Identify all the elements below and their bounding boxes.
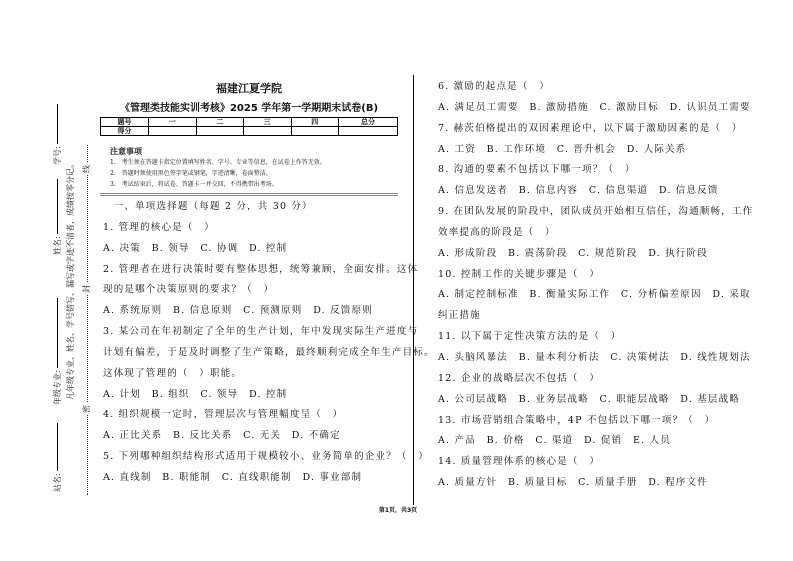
header-divider [100,193,398,196]
binding-notice: 凡年级专业、姓名、学号错写、漏写或字迹不清者，成绩按零分记。 [66,160,75,400]
question-line: A. 公司层战略 B. 业务层战略 C. 职能层战略 D. 基层战略 [438,393,741,405]
score-cell [149,127,197,136]
question-line: 5. 下列哪种组织结构形式适用于规模较小、业务简单的企业？（ ） [103,451,429,463]
exam-notes [110,146,326,190]
exam-title: 《管理类技能实训考核》2025 学年第一学期期末试卷(B) [119,103,379,114]
field-underline [57,298,58,368]
question-line: A. 满足员工需要 B. 激励措施 C. 激励目标 D. 认识员工需要 [438,101,751,113]
question-line: 效率提高的阶段是（ ） [438,226,556,238]
score-cell [339,127,398,136]
question-line: 8. 沟通的要素不包括以下哪一项？（ ） [438,164,636,176]
score-cell: 题号 [101,118,149,127]
question-line: A. 信息发送者 B. 信息内容 C. 信息渠道 D. 信息反馈 [438,185,719,197]
field-grade-major [52,298,63,405]
note-item: 3. 考试结束后，将试卷、答题卡一并交回，不得携带出考场。 [110,181,278,188]
question-line: 10. 控制工作的关键步骤是（ ） [438,268,601,280]
question-line: A. 正比关系 B. 反比关系 C. 无关 D. 不确定 [103,430,341,442]
question-line: 1. 管理的核心是（ ） [103,221,215,233]
note-item: 1. 考生须在答题卡指定位置填写姓名、学号、专业等信息，在试卷上作答无效。 [110,159,326,166]
score-cell [244,127,292,136]
question-line: A. 制定控制标准 B. 衡量实际工作 C. 分析偏差原因 D. 采取 [438,289,751,301]
field-label: 学号: [53,146,62,165]
question-line: A. 决策 B. 领导 C. 协调 D. 控制 [103,242,288,254]
field-underline [57,423,58,471]
question-line: 9. 在团队发展的阶段中，团队成员开始相互信任，沟通顺畅，工作 [438,206,754,218]
notes-heading: 注意事项 [110,147,142,156]
question-line: 纠正措施 [438,310,481,322]
question-line: 2. 管理者在进行决策时要有整体思想，统筹兼顾，全面安排。这体 [103,263,419,275]
field-site [52,423,63,492]
binding-strip [35,140,95,500]
field-label: 姓名: [53,236,62,255]
score-cell [196,127,244,136]
left-column [103,197,435,489]
score-cell: 三 [244,118,292,127]
question-line: 一、单项选择题（每题 2 分，共 30 分） [103,201,313,212]
question-line: 4. 组织规模一定时，管理层次与管理幅度呈（ ） [103,409,344,421]
column-divider [413,75,414,505]
seal-char: 线 [82,165,91,173]
seal-char: 封 [82,285,91,293]
question-line: A. 工资 B. 工作环境 C. 晋升机会 D. 人际关系 [438,143,687,155]
question-line: A. 质量方针 B. 质量目标 C. 质量手册 D. 程序文件 [438,477,708,489]
score-table-score-row [101,127,398,136]
question-line: A. 直线制 B. 职能制 C. 直线职能制 D. 事业部制 [103,471,363,483]
question-line: 6. 激励的起点是（ ） [438,81,550,92]
question-line: A. 产品 B. 价格 C. 渠道 D. 促销 E. 人员 [438,435,671,447]
question-line: 3. 某公司在年初制定了全年的生产计划，年中发现实际生产进度与 [103,326,419,338]
field-name [52,179,63,255]
question-line: A. 系统原则 B. 信息原则 C. 预测原则 D. 反馈原则 [103,305,373,317]
score-cell [291,127,339,136]
score-cell: 总分 [339,118,398,127]
score-table [100,117,398,136]
question-line: 12. 企业的战略层次不包括（ ） [438,372,601,384]
page-number: 第1页，共3页 [378,507,418,514]
seal-line [87,145,88,495]
question-line: A. 头脑风暴法 B. 量本利分析法 C. 决策树法 D. 线性规划法 [438,351,751,363]
score-cell: 得分 [101,127,149,136]
score-table-header-row [101,118,398,127]
score-cell: 二 [196,118,244,127]
field-label: 站名: [53,473,62,492]
score-cell: 四 [291,118,339,127]
question-line: 7. 赫茨伯格提出的双因素理论中，以下属于激励因素的是（ ） [438,122,743,134]
score-cell: 一 [149,118,197,127]
question-line: 现的是哪个决策原则的要求？（ ） [103,284,275,296]
right-column [438,77,753,494]
field-underline [57,104,58,144]
question-line: 这体现了管理的（ ）职能。 [103,367,243,379]
question-line: 计划有偏差，于是及时调整了生产策略，最终顺利完成全年生产目标。 [103,346,435,358]
field-underline [57,179,58,234]
seal-char: 密 [82,405,91,413]
question-line: A. 形成阶段 B. 震荡阶段 C. 规范阶段 D. 执行阶段 [438,247,708,259]
question-line: 11. 以下属于定性决策方法的是（ ） [438,331,622,343]
note-item: 2. 答题时须使用黑色签字笔或钢笔，字迹清晰，卷面整洁。 [110,170,272,177]
field-label: 年级专业: [53,370,62,405]
school-name: 福建江夏学院 [216,82,282,95]
question-line: 14. 质量管理体系的核心是（ ） [438,456,601,468]
field-student-id [52,104,63,165]
question-line: A. 计划 B. 组织 C. 领导 D. 控制 [103,388,288,400]
question-line: 13. 市场营销组合策略中，4P 不包括以下哪一项？（ ） [438,414,716,426]
